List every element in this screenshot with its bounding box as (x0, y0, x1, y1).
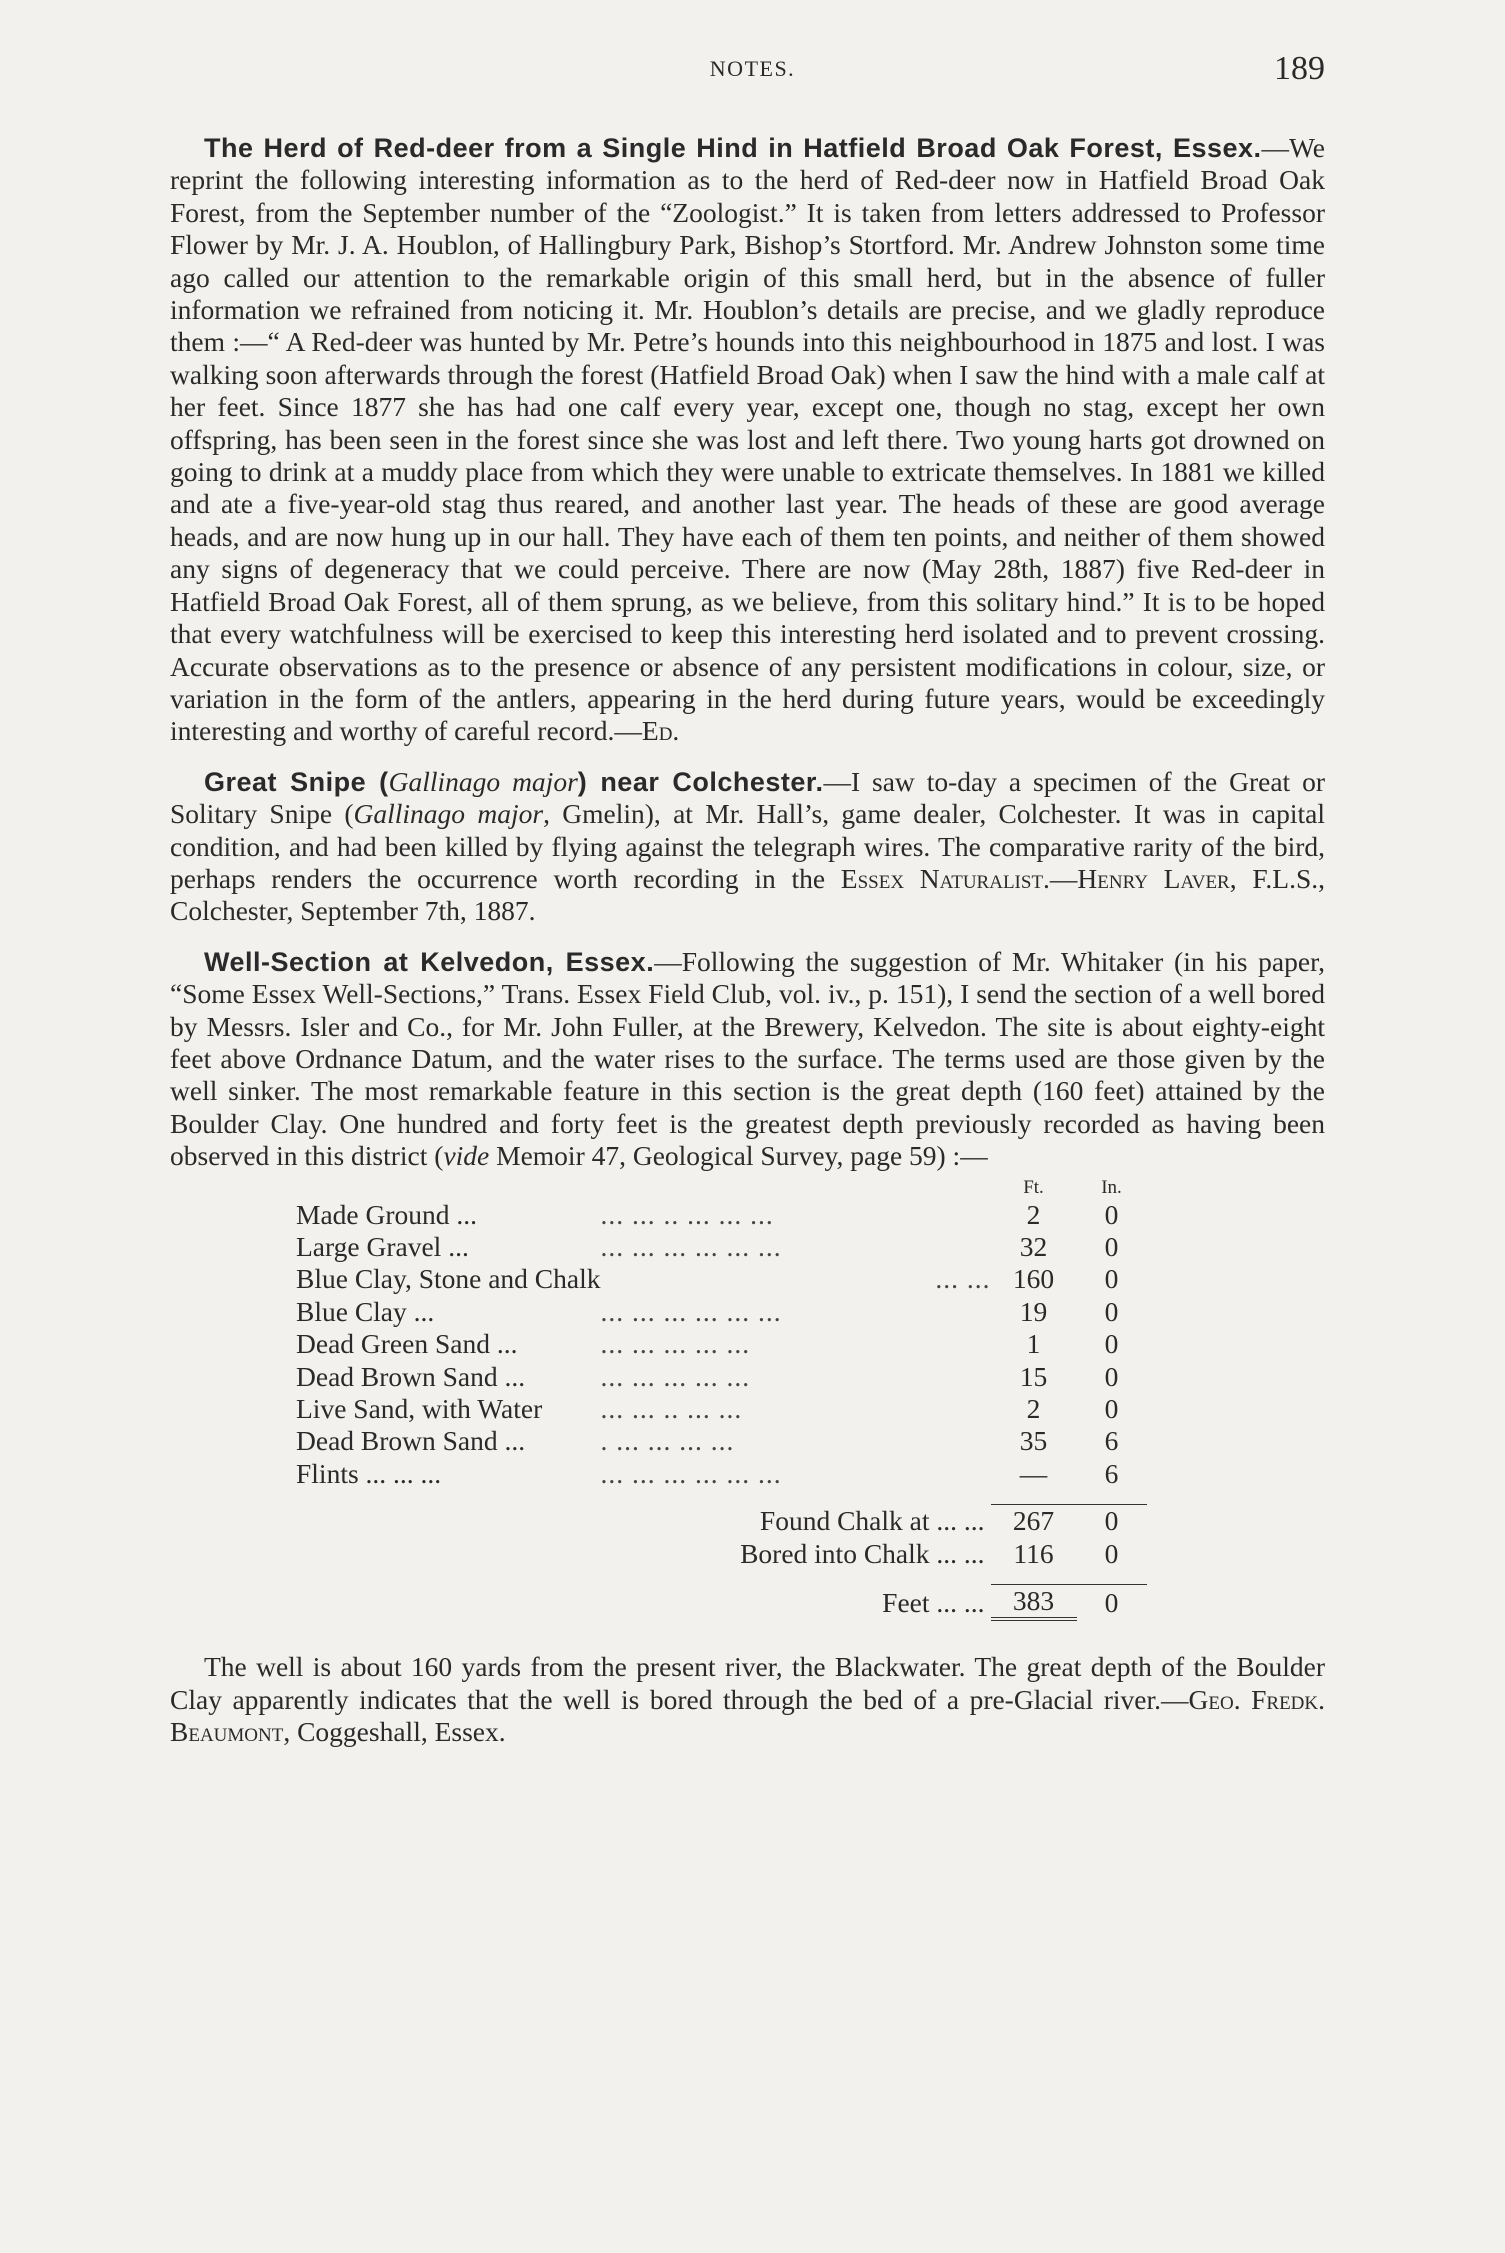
leader-dots: ... ... ... ... ... (600, 1360, 751, 1392)
stratum-name: Flints ... ... ... (296, 1457, 442, 1489)
author-name: Henry Laver (1077, 862, 1230, 894)
inches-value: 0 (1104, 1198, 1119, 1230)
table-row (296, 1296, 1147, 1328)
leader-dots: ... ... ... ... ... ... (600, 1457, 782, 1489)
feet-value: 35 (1019, 1425, 1048, 1457)
author-place: , Coggeshall, Essex. (283, 1716, 506, 1748)
running-title: NOTES. (709, 56, 796, 81)
inches-value: 6 (1104, 1457, 1119, 1489)
total-row (296, 1585, 1147, 1620)
feet-value: 267 (1012, 1505, 1055, 1537)
leader-dots: ... ... ... ... ... ... (600, 1231, 782, 1262)
stratum-name: Dead Brown Sand ... (296, 1360, 526, 1392)
inches-value: 0 (1104, 1328, 1119, 1360)
table-row (296, 1263, 1147, 1295)
note-body: —We reprint the following interesting information as to the herd of Red-deer now in Hatfield Broad Oak Forest, from the September number of the “Zoologist.” It is taken from letters addressed to Professor Flower by Mr. J. A. Houblon, of Hallingbury Park, Bishop’s Stortford. Mr. Andrew Johnston some time ago called our attention to the remarkable origin of this small herd, but in the absence of fuller information we refrained from noticing it. Mr. Houblon’s details are precise, and we gladly reproduce them :—“ A Red-deer was hunted by Mr. Petre’s hounds into this neighbourhood in 1875 and lost. I was walking soon afterwards through the forest (Hatfield Broad Oak) when I saw the hind with a male calf at her feet. Since 1877 she has had one calf every year, except one, though no stag, except her own offspring, has been seen in the forest since she was lost and left there. Two young harts got drowned on going to drink at a muddy place from which they were unable to extricate themselves. In 1881 we killed and ate a five-year-old stag thus reared, and another last year. The heads of these are good average heads, and are now hung up in our hall. They have each of them ten points, and neither of them showed any signs of degeneracy that we could perceive. There are now (May 28th, 1887) five Red-deer in Hatfield Broad Oak Forest, all of them sprung, as we believe, from this solitary hind.” It is to be hoped that every watchfulness will be exercised to keep this interesting herd isolated and to prevent crossing. Accurate observations as to the presence or absence of any persistent modifications in colour, size, or variation in the form of the antlers, appearing in the herd during future years, would be exceedingly interesting and worthy of careful record.— (170, 132, 1325, 747)
feet-value: 160 (1012, 1263, 1055, 1295)
editor-signature: Ed. (641, 715, 680, 747)
inches-value: 0 (1104, 1263, 1119, 1295)
author-name: Geo. Fredk. Beaumont (170, 1683, 1326, 1748)
sum-rule (1077, 1490, 1147, 1505)
subtotal-row (296, 1505, 1147, 1538)
stratum-name: Made Ground ... (296, 1198, 478, 1230)
notes-content (170, 132, 1325, 1749)
total-rule (1077, 1570, 1147, 1585)
leader-dots: ... ... .. ... ... (600, 1393, 743, 1425)
note-body-cont: , Gmelin), at Mr. Hall’s, game dealer, Colchester. It was in capital condition, and had been killed by flying against the telegraph wires. The comparative rarity of the bird, perhaps renders the occurrence worth recording in the (170, 798, 1326, 894)
stratum-name: Live Sand, with Water (296, 1393, 543, 1425)
note-heading: The Herd of Red-deer from a Single Hind in Hatfield Broad Oak Forest, Essex. (204, 133, 1262, 163)
total-label: Feet ... ... (882, 1587, 985, 1619)
note-well-section (170, 946, 1325, 1173)
closing-body: The well is about 160 yards from the present river, the Blackwater. The great depth of the Boulder Clay apparently indicates that the well is bored through the bed of a pre-Glacial river.— (170, 1651, 1325, 1715)
note-great-snipe (170, 766, 1325, 928)
table-row (296, 1328, 1147, 1360)
table-row (296, 1393, 1147, 1425)
note-body: —I saw to-day a specimen of the Great or Solitary Snipe ( (170, 765, 1325, 830)
inches-value: 0 (1104, 1393, 1119, 1425)
feet-column-header: Ft. (1023, 1176, 1044, 1198)
leader-dots: . ... ... ... ... (600, 1425, 735, 1457)
total-inches-value: 0 (1104, 1587, 1119, 1619)
note-body: —Following the suggestion of Mr. Whitaker (in his paper, “Some Essex Well-Sections,” Trans. Essex Field Club, vol. iv., p. 151), I send the section of a well bored by Messrs. Isler and Co., for Mr. John Fuller, at the Brewery, Kelvedon. The site is about eighty-eight feet above Ordnance Datum, and the water rises to the surface. The terms used are those given by the well sinker. The most remarkable feature in this section is the great depth (160 feet) attained by the Boulder Clay. One hundred and forty feet is the greatest depth previously recorded as having been observed in this district ( (170, 945, 1326, 1172)
inches-value: 0 (1104, 1505, 1119, 1537)
total-rule (991, 1570, 1077, 1585)
species-name: Gallinago major (388, 765, 578, 797)
signature-dash: .— (1043, 862, 1078, 894)
inches-value: 0 (1104, 1231, 1119, 1262)
feet-value: 1 (1026, 1328, 1041, 1360)
table-row (296, 1458, 1147, 1490)
running-head (0, 50, 1505, 90)
total-feet-value: 383 (991, 1585, 1077, 1620)
stratum-name: Blue Clay ... (296, 1295, 435, 1327)
inches-value: 0 (1104, 1537, 1119, 1569)
feet-value: 19 (1019, 1295, 1048, 1327)
note-heading: Great Snipe ( (204, 766, 389, 797)
journal-name: Essex Naturalist (840, 862, 1044, 894)
stratum-name: Blue Clay, Stone and Chalk (296, 1263, 601, 1295)
table-header-row (296, 1177, 1147, 1199)
subtotal-label: Bored into Chalk ... ... (740, 1537, 985, 1569)
stratum-name: Large Gravel ... (296, 1231, 469, 1262)
leader-dots: ... ... .. ... ... ... (600, 1198, 774, 1230)
vide-word: vide (443, 1140, 490, 1172)
species-name: Gallinago major (353, 798, 544, 830)
note-red-deer (170, 132, 1325, 748)
stratum-name: Dead Green Sand ... (296, 1328, 518, 1360)
note-body-cont: Memoir 47, Geological Survey, page 59) :— (489, 1140, 988, 1172)
feet-value: 2 (1026, 1393, 1041, 1425)
page-number: 189 (1274, 50, 1325, 87)
feet-value: — (1019, 1457, 1048, 1489)
sum-rule (991, 1490, 1077, 1505)
feet-value: 32 (1019, 1231, 1048, 1262)
well-section-table (296, 1177, 1147, 1622)
author-details: , F.L.S., Colchester, September 7th, 1887. (170, 862, 1325, 927)
table-row (296, 1425, 1147, 1457)
closing-paragraph (170, 1651, 1325, 1748)
table-row (296, 1361, 1147, 1393)
leader-dots: ... ... (935, 1263, 991, 1295)
inches-value: 6 (1104, 1425, 1119, 1457)
table-row (296, 1231, 1147, 1263)
table-row (296, 1199, 1147, 1231)
inches-value: 0 (1104, 1360, 1119, 1392)
total-rule-row (296, 1570, 1147, 1585)
note-heading-cont: ) near Colchester. (577, 766, 824, 797)
stratum-name: Dead Brown Sand ... (296, 1425, 526, 1457)
subtotal-label: Found Chalk at ... ... (759, 1505, 985, 1537)
note-heading: Well-Section at Kelvedon, Essex. (204, 946, 655, 977)
inches-column-header: In. (1101, 1176, 1122, 1198)
feet-value: 2 (1026, 1198, 1041, 1230)
feet-value: 116 (1013, 1537, 1054, 1569)
leader-dots: ... ... ... ... ... ... (600, 1295, 782, 1327)
leader-dots: ... ... ... ... ... (600, 1328, 751, 1360)
inches-value: 0 (1104, 1295, 1119, 1327)
sum-rule-row (296, 1490, 1147, 1505)
subtotal-row (296, 1538, 1147, 1570)
feet-value: 15 (1019, 1360, 1048, 1392)
